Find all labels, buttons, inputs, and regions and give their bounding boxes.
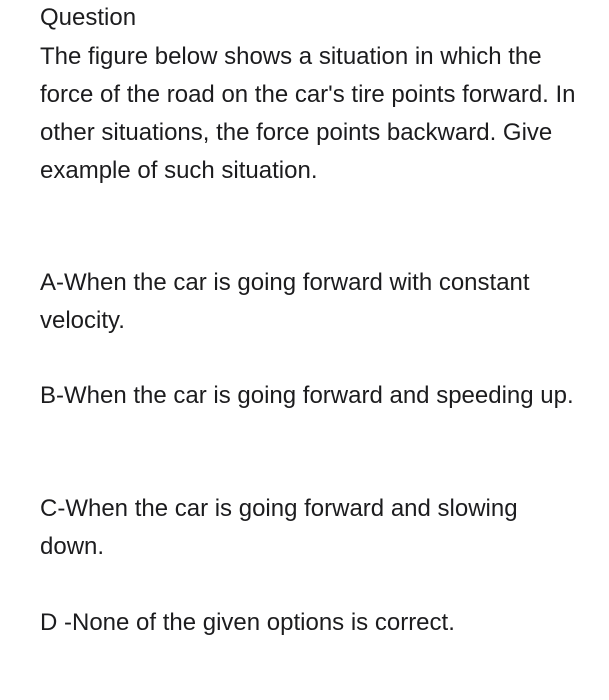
question-heading: Question (40, 4, 137, 31)
option-b: B-When the car is going forward and speeding up. (40, 382, 574, 409)
question-text: The figure below shows a situation in which the force of the road on the car's tire points forward. In other situations, the force points backward. Give example of such situation. (40, 43, 576, 184)
option-c: C-When the car is going forward and slowing down. (40, 495, 518, 560)
option-a: A-When the car is going forward with constant velocity. (40, 269, 530, 334)
option-d: D -None of the given options is correct. (40, 609, 455, 636)
